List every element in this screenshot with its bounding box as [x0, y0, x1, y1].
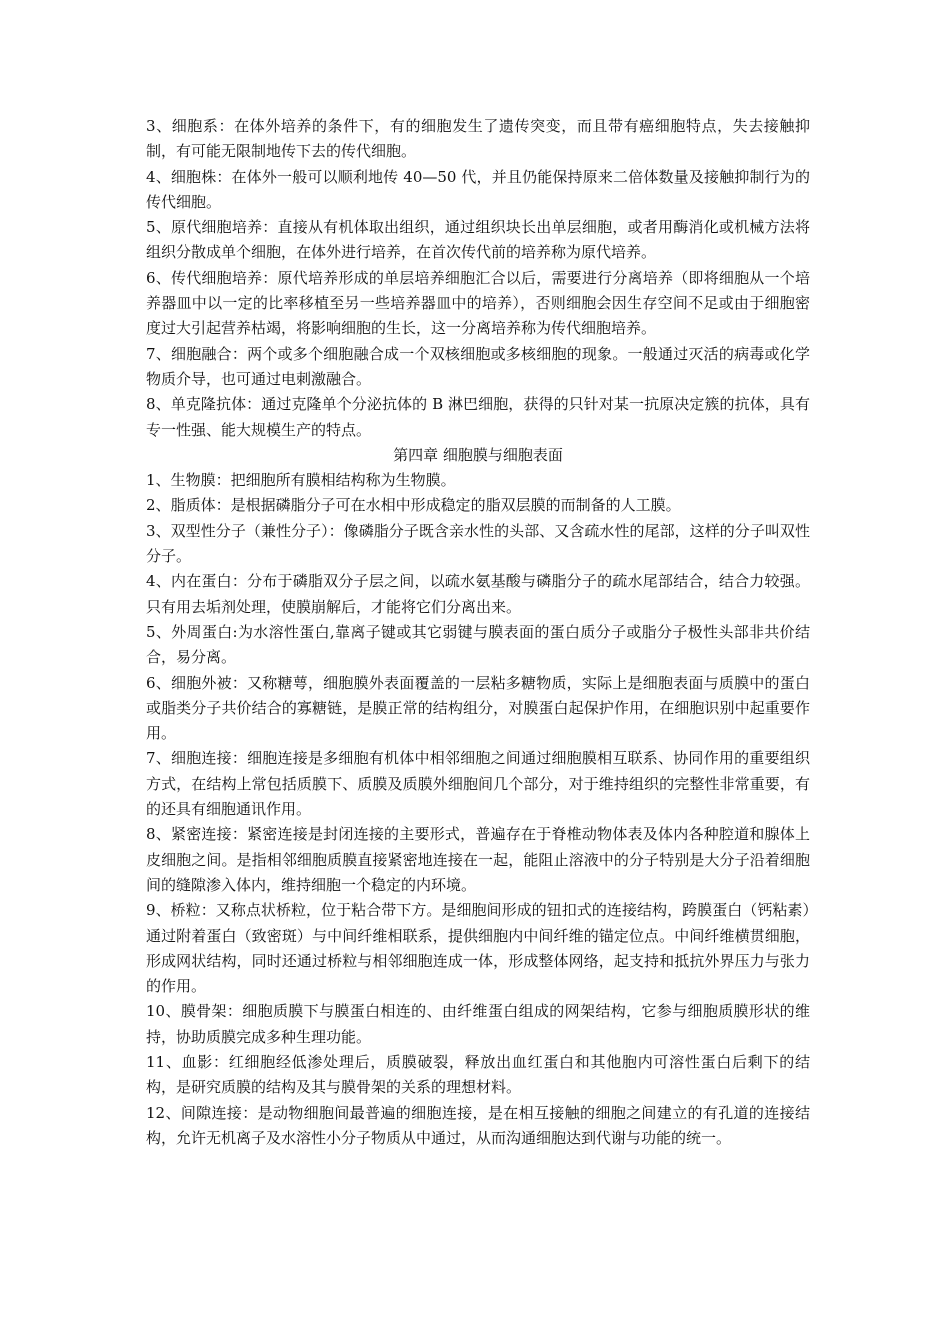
- definition-item: [146, 898, 810, 999]
- definition-term: [146, 572, 232, 590]
- definition-list-section-a: [146, 114, 810, 443]
- definition-item: [146, 1101, 810, 1152]
- definition-text: 原代培养形成的单层培养细胞汇合以后，需要进行分离培养（即将细胞从一个培养器皿中以一定的比率移植至另一些培养器皿中的培养），否则细胞会因生存空间不足或由于细胞密度过大引起营养枯竭，将影响细胞的生长，这一分离培养称为传代细胞培养。: [146, 268, 810, 338]
- definition-text: 紧密连接是封闭连接的主要形式，普遍存在于脊椎动物体表及体内各种腔道和腺体上皮细胞之间。是指相邻细胞质膜直接紧密地连接在一起，能阻止溶液中的分子特别是大分子沿着细胞间的缝隙渗入体内，维持细胞一个稳定的内环境。: [146, 825, 810, 894]
- definition-term: [146, 496, 216, 514]
- definition-number: 3: [146, 521, 156, 540]
- term-separator: :: [232, 622, 238, 641]
- term-separator: ：: [231, 749, 248, 768]
- enumeration-mark: 、: [155, 622, 172, 641]
- enumeration-mark: 、: [155, 167, 171, 186]
- term-text: 外周蛋白: [171, 622, 233, 641]
- term-text: 原代细胞培养: [170, 218, 263, 237]
- definition-term: [146, 522, 329, 540]
- term-separator: ：: [216, 167, 232, 186]
- definition-number: 9: [146, 901, 156, 920]
- definition-text: 在体外一般可以顺利地传 40—50 代，并且仍能保持原来二倍体数量及接触抑制行为的传代细胞。: [146, 167, 810, 211]
- enumeration-mark: 、: [155, 496, 171, 515]
- definition-term: [146, 1002, 227, 1020]
- enumeration-mark: 、: [155, 521, 171, 540]
- definition-number: 2: [146, 496, 156, 515]
- term-separator: ：: [328, 521, 344, 540]
- definition-text: 红细胞经低渗处理后，质膜破裂，释放出血红蛋白和其他胞内可溶性蛋白后剩下的结构，是研究质膜的结构及其与膜骨架的关系的理想材料。: [146, 1052, 810, 1097]
- definition-term: [146, 1053, 213, 1071]
- term-text: 细胞外被: [170, 673, 232, 692]
- term-text: 紧密连接: [170, 825, 232, 844]
- term-separator: ：: [231, 572, 248, 591]
- definition-text: 细胞质膜下与膜蛋白相连的、由纤维蛋白组成的网架结构，它参与细胞质膜形状的维持，协助质膜完成多种生理功能。: [146, 1002, 810, 1046]
- enumeration-mark: 、: [155, 901, 171, 920]
- definition-term: [146, 825, 232, 843]
- definition-item: [146, 999, 810, 1050]
- definition-number: 5: [146, 218, 156, 237]
- term-text: 血影: [181, 1052, 214, 1071]
- definition-term: [146, 345, 232, 363]
- term-separator: ：: [213, 1052, 229, 1071]
- definition-number: 6: [146, 673, 156, 692]
- definition-number: 12: [146, 1103, 166, 1122]
- definition-number: 3: [146, 117, 156, 135]
- definition-number: 6: [146, 268, 156, 287]
- enumeration-mark: 、: [155, 825, 171, 844]
- term-separator: ：: [231, 344, 248, 363]
- enumeration-mark: 、: [155, 268, 171, 287]
- term-separator: ：: [200, 901, 216, 920]
- definition-number: 7: [146, 344, 156, 363]
- definition-term: [146, 1104, 242, 1122]
- definition-text: 把细胞所有膜相结构称为生物膜。: [230, 471, 456, 490]
- definition-term: [146, 623, 233, 641]
- definition-text: 又称点状桥粒，位于粘合带下方。是细胞间形成的钮扣式的连接结构，跨膜蛋白（钙粘素）通过附着蛋白（致密斑）与中间纤维相联系，提供细胞内中间纤维的锚定位点。中间纤维横贯细胞，形成网状结构，同时还通过桥粒与相邻细胞连成一体，形成整体网络，起支持和抵抗外界压力与张力的作用。: [146, 901, 810, 996]
- definition-item: [146, 569, 810, 620]
- definition-text: 两个或多个细胞融合成一个双核细胞或多核细胞的现象。一般通过灭活的病毒或化学物质介导，也可通过电刺激融合。: [146, 344, 810, 388]
- definition-text: 像磷脂分子既含亲水性的头部、又含疏水性的尾部，这样的分子叫双性分子。: [146, 521, 810, 566]
- definition-item: [146, 392, 810, 443]
- term-text: 细胞连接: [170, 749, 232, 768]
- definition-number: 10: [146, 1002, 166, 1021]
- definition-text: 是动物细胞间最普遍的细胞连接，是在相互接触的细胞之间建立的有孔道的连接结构，允许无机离子及水溶性小分子物质从中通过，从而沟通细胞达到代谢与功能的统一。: [146, 1103, 810, 1147]
- enumeration-mark: 、: [155, 395, 171, 414]
- definition-text: 直接从有机体取出组织，通过组织块长出单层细胞，或者用酶消化或机械方法将组织分散成单个细胞，在体外进行培养，在首次传代前的培养称为原代培养。: [146, 218, 810, 262]
- definition-item: [146, 215, 810, 266]
- term-text: 细胞株: [170, 167, 217, 186]
- definition-text: 在体外培养的条件下，有的细胞发生了遗传突变，而且带有癌细胞特点，失去接触抑制，有可能无限制地传下去的传代细胞。: [146, 117, 810, 161]
- enumeration-mark: 、: [165, 1002, 181, 1021]
- definition-term: [146, 901, 201, 919]
- definition-number: 7: [146, 749, 156, 768]
- definition-item: [146, 671, 810, 747]
- definition-item: [146, 342, 810, 393]
- definition-text: 分布于磷脂双分子层之间，以疏水氨基酸与磷脂分子的疏水尾部结合，结合力较强。只有用去垢剂处理，使膜崩解后，才能将它们分离出来。: [146, 572, 810, 616]
- definition-item: [146, 468, 810, 493]
- term-separator: ：: [226, 1002, 243, 1021]
- enumeration-mark: 、: [165, 1103, 181, 1122]
- enumeration-mark: 、: [155, 117, 172, 135]
- definition-term: [146, 674, 232, 692]
- chapter-heading: 第四章 细胞膜与细胞表面: [393, 445, 563, 464]
- definition-item: [146, 822, 810, 898]
- term-separator: ：: [242, 1103, 258, 1122]
- definition-term: [146, 218, 262, 236]
- term-text: 细胞系: [171, 117, 219, 135]
- definition-item: [146, 114, 810, 165]
- definition-number: 5: [146, 622, 156, 641]
- enumeration-mark: 、: [155, 572, 171, 591]
- definition-item: [146, 519, 810, 570]
- term-text: 单克隆抗体: [170, 395, 247, 414]
- enumeration-mark: 、: [155, 673, 171, 692]
- definition-item: [146, 493, 810, 518]
- definition-text: 是根据磷脂分子可在水相中形成稳定的脂双层膜的而制备的人工膜。: [230, 496, 681, 515]
- term-separator: ：: [215, 496, 231, 515]
- term-text: 细胞融合: [170, 344, 232, 363]
- term-text: 膜骨架: [180, 1002, 227, 1021]
- definition-item: [146, 266, 810, 342]
- term-separator: ：: [218, 117, 235, 135]
- definition-number: 4: [146, 167, 156, 186]
- definition-list-section-b: [146, 468, 810, 1151]
- enumeration-mark: 、: [155, 218, 171, 237]
- definition-item: [146, 746, 810, 822]
- term-separator: ：: [215, 471, 231, 490]
- term-separator: ：: [262, 268, 278, 287]
- definition-text: 又称糖萼，细胞膜外表面覆盖的一层粘多糖物质，实际上是细胞表面与质膜中的蛋白或脂类分子共价结合的寡糖链，是膜正常的结构组分，对膜蛋白起保护作用，在细胞识别中起重要作用。: [146, 673, 810, 743]
- definition-item: [146, 620, 810, 671]
- term-separator: ：: [262, 218, 278, 237]
- definition-term: [146, 749, 232, 767]
- definition-text: 细胞连接是多细胞有机体中相邻细胞之间通过细胞膜相互联系、协同作用的重要组织方式，在结构上常包括质膜下、质膜及质膜外细胞间几个部分，对于维持组织的完整性非常重要，有的还具有细胞通讯作用。: [146, 749, 810, 819]
- definition-number: 8: [146, 395, 156, 414]
- term-separator: ：: [231, 673, 248, 692]
- term-separator: ：: [246, 395, 262, 414]
- enumeration-mark: 、: [155, 344, 171, 363]
- definition-text: 为水溶性蛋白,靠离子键或其它弱键与膜表面的蛋白质分子或脂分子极性头部非共价结合，易分离。: [146, 622, 810, 667]
- enumeration-mark: 、: [155, 749, 171, 768]
- definition-number: 4: [146, 572, 156, 591]
- enumeration-mark: 、: [165, 1052, 182, 1071]
- term-separator: ：: [231, 825, 248, 844]
- definition-term: [146, 471, 216, 489]
- term-text: 桥粒: [170, 901, 201, 920]
- definition-number: 1: [146, 471, 156, 490]
- definition-item: [146, 165, 810, 216]
- enumeration-mark: 、: [155, 471, 171, 490]
- definition-number: 11: [146, 1052, 166, 1071]
- definition-term: [146, 269, 262, 287]
- definition-term: [146, 117, 218, 135]
- term-text: 内在蛋白: [170, 572, 232, 591]
- term-text: 双型性分子（兼性分子）: [170, 521, 329, 540]
- definition-term: [146, 395, 246, 413]
- term-text: 脂质体: [170, 496, 216, 515]
- definition-item: [146, 1050, 810, 1101]
- term-text: 间隙连接: [180, 1103, 243, 1122]
- term-text: 传代细胞培养: [170, 268, 263, 287]
- term-text: 生物膜: [170, 471, 216, 490]
- definition-text: 通过克隆单个分泌抗体的 B 淋巴细胞，获得的只针对某一抗原决定簇的抗体，具有专一性强、能大规模生产的特点。: [146, 395, 810, 439]
- definition-number: 8: [146, 825, 156, 844]
- document-page: [146, 114, 810, 1151]
- definition-term: [146, 168, 216, 186]
